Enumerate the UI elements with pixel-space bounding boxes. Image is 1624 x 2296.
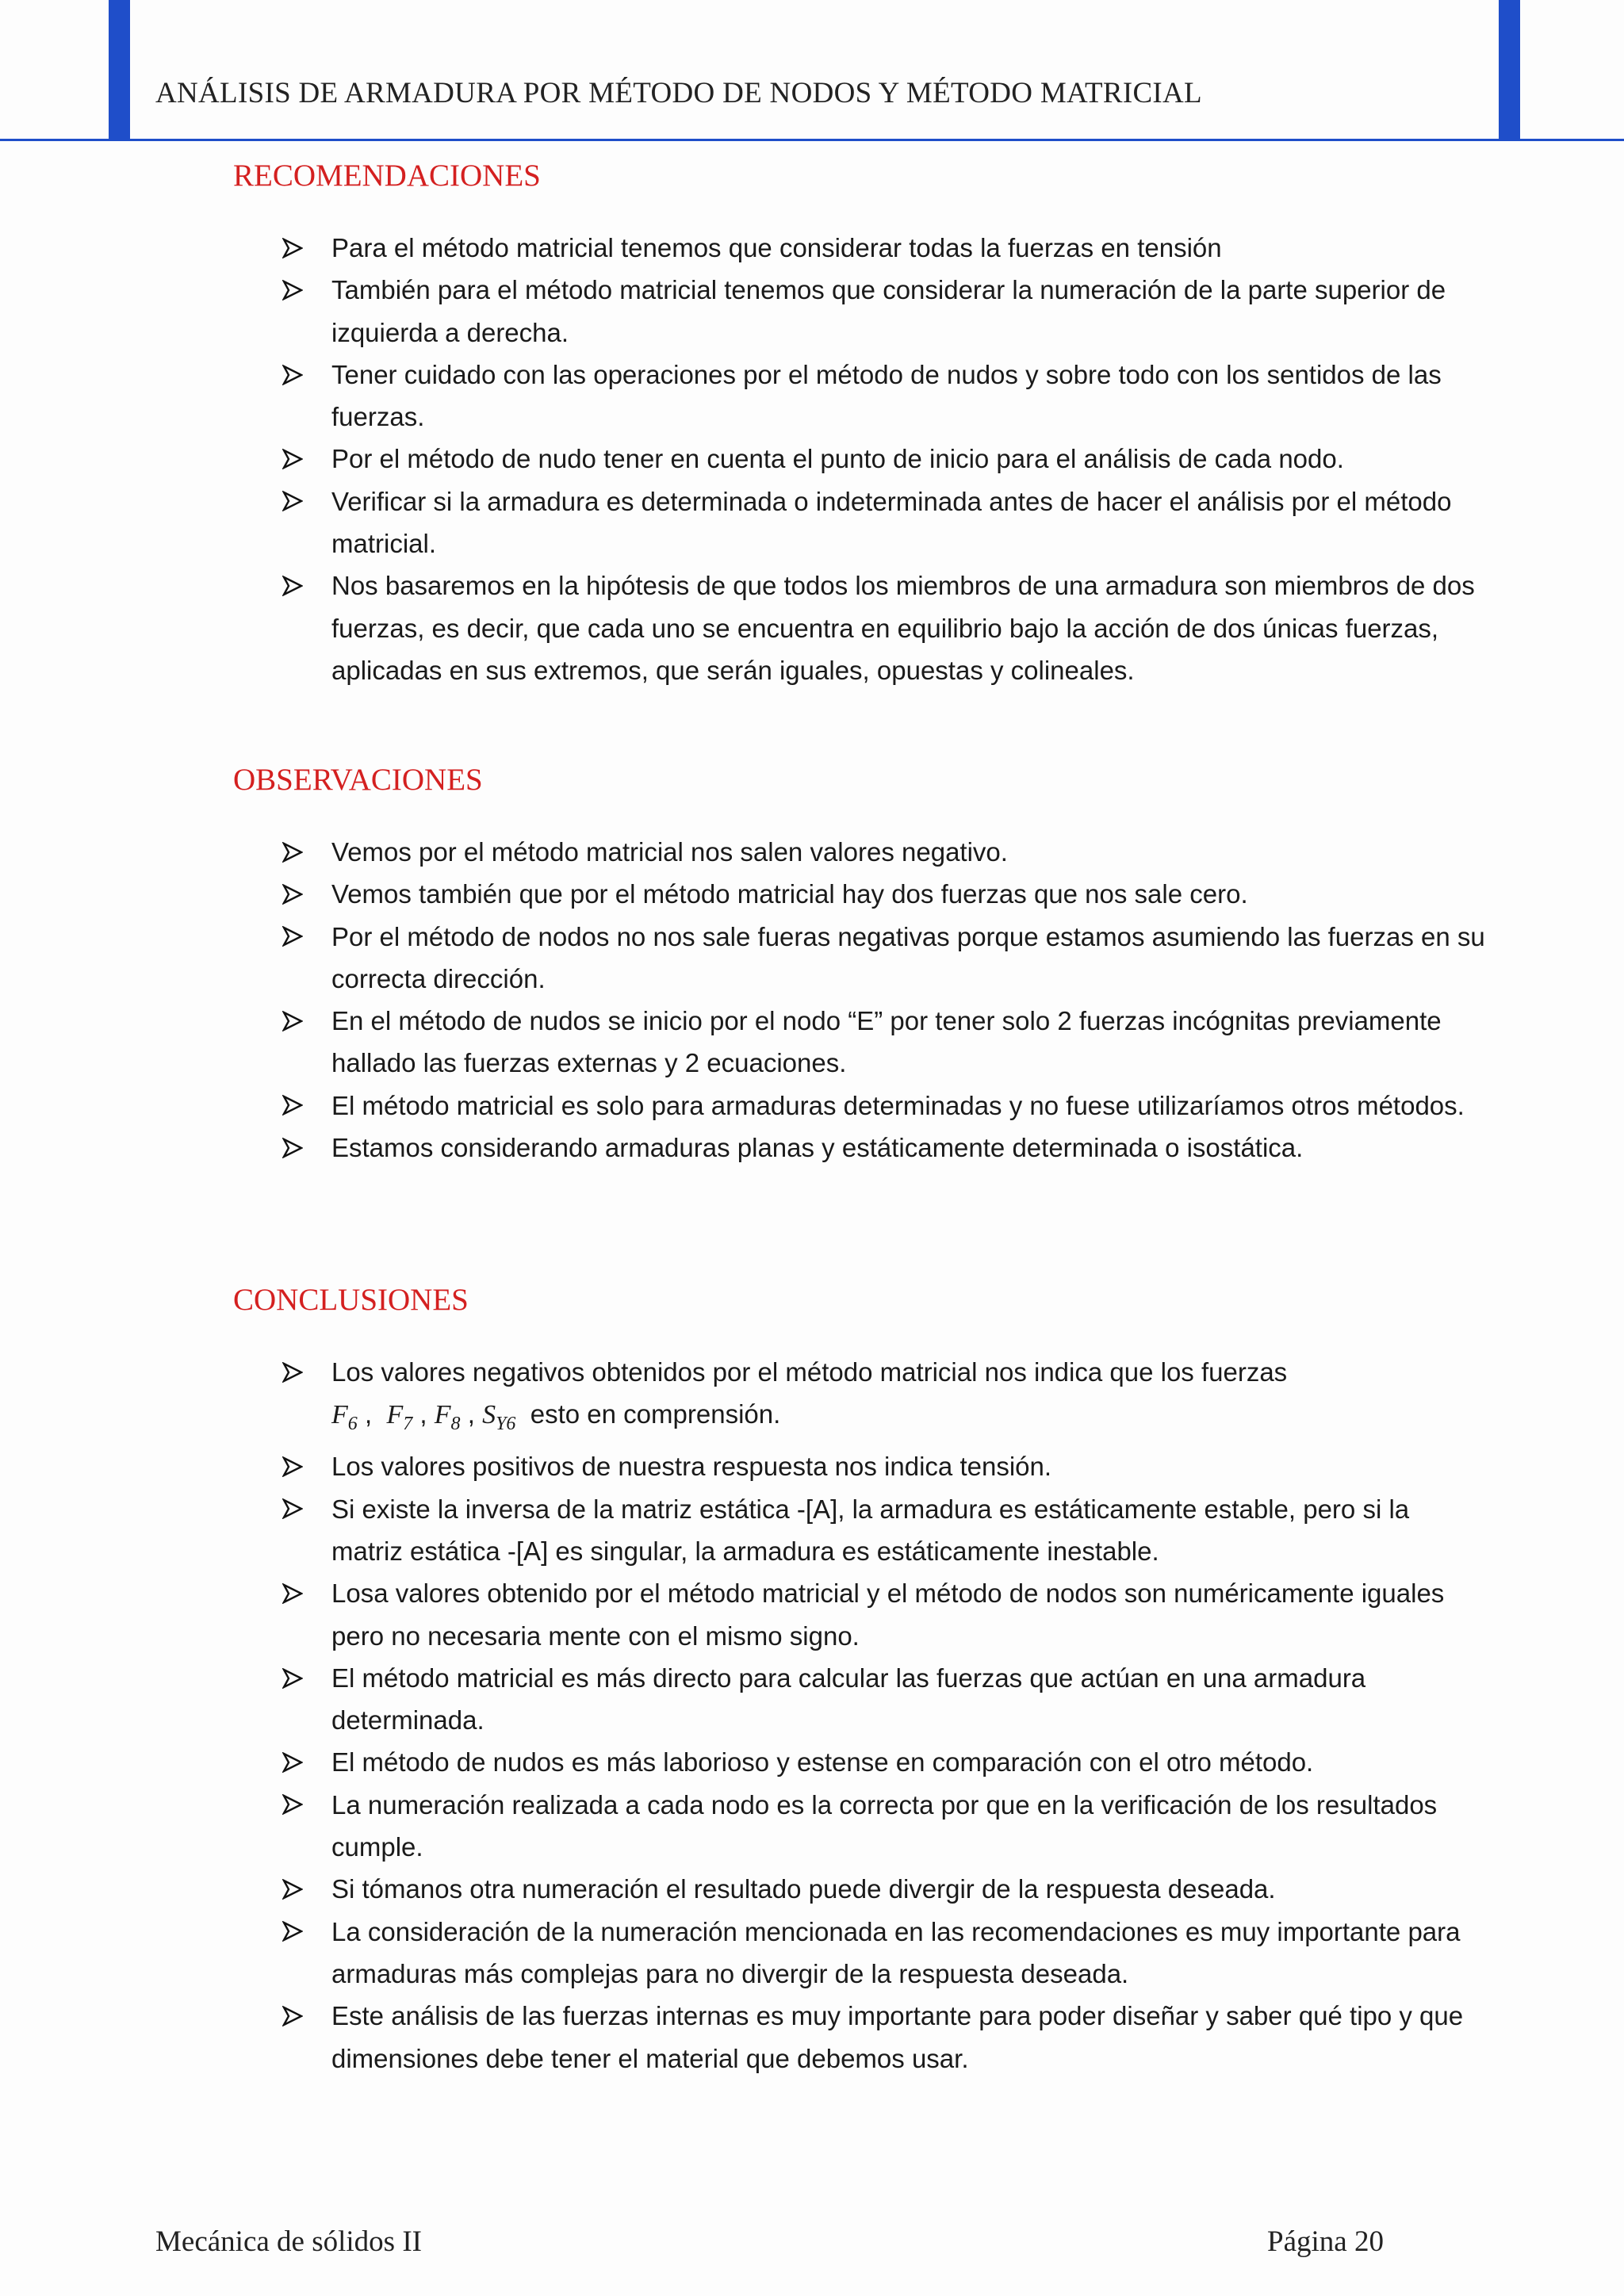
list-item [233, 1657, 1486, 1742]
section-title-observaciones: OBSERVACIONES [233, 763, 483, 797]
arrowhead-bullet-icon [282, 1868, 304, 1910]
conclusion-first-tail: esto en comprensión. [515, 1399, 781, 1429]
arrowhead-bullet-icon [282, 480, 304, 522]
force-f6: $F_6$ [331, 1400, 358, 1435]
header-left-accent-bar [109, 0, 130, 139]
arrowhead-bullet-icon [282, 831, 304, 873]
list-item [233, 831, 1486, 873]
section-observaciones [233, 761, 1486, 1169]
conclusiones-list-rest [233, 1445, 1486, 2079]
list-item [233, 1085, 1486, 1127]
conclusion-first-text: Los valores negativos obtenidos por el método matricial nos indica que los fuerzas [331, 1357, 1288, 1387]
arrowhead-bullet-icon [282, 1351, 304, 1393]
list-item-text: Los valores positivos de nuestra respuesta nos indica tensión. [331, 1452, 1052, 1482]
list-item-text: La consideración de la numeración mencionada en las recomendaciones es muy importante para armaduras más complejas para no divergir de la respuesta deseada. [331, 1916, 1461, 1988]
list-item [233, 354, 1486, 438]
list-item-text: Losa valores obtenido por el método matricial y el método de nodos son numéricamente iguales pero no necesaria mente con el mismo signo. [331, 1578, 1445, 1651]
arrowhead-bullet-icon [282, 1784, 304, 1826]
list-item-text: Este análisis de las fuerzas internas es muy importante para poder diseñar y saber qué tipo y que dimensiones debe tener el material que debemos usar. [331, 2001, 1464, 2073]
list-item-text: Por el método de nodos no nos sale fueras negativas porque estamos asumiendo las fuerzas en su correcta dirección. [331, 921, 1485, 993]
footer-page-number: Página 20 [1267, 2225, 1384, 2258]
arrowhead-bullet-icon [282, 227, 304, 269]
force-f8: $F_8$ [434, 1400, 461, 1435]
list-item-text: También para el método matricial tenemos que considerar la numeración de la parte superior de izquierda a derecha. [331, 275, 1446, 347]
separator: , [460, 1399, 483, 1429]
observaciones-list [233, 831, 1486, 1169]
arrowhead-bullet-icon [282, 269, 304, 311]
footer-course-name: Mecánica de sólidos II [155, 2225, 422, 2258]
list-item [233, 873, 1486, 915]
arrowhead-bullet-icon [282, 1657, 304, 1699]
list-item [233, 480, 1486, 565]
conclusiones-list [233, 1351, 1486, 1445]
list-item [233, 1127, 1486, 1169]
arrowhead-bullet-icon [282, 564, 304, 607]
arrowhead-bullet-icon [282, 1572, 304, 1614]
force-sy6: $S_{Y6}$ [482, 1400, 516, 1435]
recomendaciones-list [233, 227, 1486, 691]
list-item [233, 438, 1486, 480]
list-item [233, 1784, 1486, 1869]
section-conclusiones [233, 1281, 1486, 2080]
arrowhead-bullet-icon [282, 354, 304, 396]
page-header-title: ANÁLISIS DE ARMADURA POR MÉTODO DE NODOS Y MÉTODO MATRICIAL [155, 77, 1202, 109]
list-item-text: Verificar si la armadura es determinada o indeterminada antes de hacer el análisis por el método matricial. [331, 486, 1452, 559]
list-item-text: El método matricial es más directo para calcular las fuerzas que actúan en una armadura determinada. [331, 1663, 1366, 1735]
section-recomendaciones [233, 157, 1486, 691]
arrowhead-bullet-icon [282, 1741, 304, 1783]
arrowhead-bullet-icon [282, 873, 304, 915]
list-item [233, 1351, 1486, 1445]
list-item-text: Nos basaremos en la hipótesis de que todos los miembros de una armadura son miembros de dos fuerzas, es decir, que cada uno se encuentra en equilibrio bajo la acción de dos únicas fuerzas, aplicadas en sus extremos, que serán iguales, opuestas y colineales. [331, 571, 1475, 685]
arrowhead-bullet-icon [282, 916, 304, 958]
list-item [233, 1995, 1486, 2080]
header-right-accent-bar [1499, 0, 1520, 139]
arrowhead-bullet-icon [282, 1995, 304, 2037]
list-item-text: El método matricial es solo para armaduras determinadas y no fuese utilizaríamos otros métodos. [331, 1090, 1465, 1120]
list-item-text: Por el método de nudo tener en cuenta el punto de inicio para el análisis de cada nodo. [331, 444, 1344, 474]
list-item-text: La numeración realizada a cada nodo es la correcta por que en la verificación de los resultados cumple. [331, 1789, 1438, 1862]
list-item [233, 1000, 1486, 1085]
list-item [233, 916, 1486, 1001]
list-item [233, 1868, 1486, 1910]
arrowhead-bullet-icon [282, 1445, 304, 1487]
section-title-recomendaciones: RECOMENDACIONES [233, 159, 541, 193]
list-item [233, 1741, 1486, 1783]
list-item-text: Si tómanos otra numeración el resultado puede divergir de la respuesta deseada. [331, 1874, 1276, 1904]
separator: , [357, 1399, 387, 1429]
arrowhead-bullet-icon [282, 1127, 304, 1169]
arrowhead-bullet-icon [282, 1085, 304, 1127]
list-item [233, 564, 1486, 691]
arrowhead-bullet-icon [282, 1911, 304, 1953]
list-item [233, 227, 1486, 269]
arrowhead-bullet-icon [282, 438, 304, 480]
arrowhead-bullet-icon [282, 1488, 304, 1530]
list-item-text: En el método de nudos se inicio por el nodo “E” por tener solo 2 fuerzas incógnitas previamente hallado las fuerzas externas y 2 ecuaciones. [331, 1006, 1442, 1078]
list-item-text: Vemos también que por el método matricial hay dos fuerzas que nos sale cero. [331, 879, 1248, 909]
arrowhead-bullet-icon [282, 1000, 304, 1042]
list-item-text: Vemos por el método matricial nos salen valores negativo. [331, 837, 1008, 867]
list-item [233, 1445, 1486, 1487]
list-item-text: Tener cuidado con las operaciones por el método de nudos y sobre todo con los sentidos de las fuerzas. [331, 359, 1442, 432]
list-item [233, 1488, 1486, 1573]
separator: , [412, 1399, 435, 1429]
section-title-conclusiones: CONCLUSIONES [233, 1283, 469, 1317]
force-f7: $F_7$ [386, 1400, 413, 1435]
list-item [233, 1911, 1486, 1996]
header-divider [0, 139, 1624, 141]
list-item-text: Estamos considerando armaduras planas y estáticamente determinada o isostática. [331, 1133, 1304, 1163]
list-item-text: Para el método matricial tenemos que considerar todas la fuerzas en tensión [331, 233, 1222, 262]
list-item-text: El método de nudos es más laborioso y estense en comparación con el otro método. [331, 1747, 1314, 1777]
list-item [233, 1572, 1486, 1657]
list-item [233, 269, 1486, 354]
list-item-text: Si existe la inversa de la matriz estática -[A], la armadura es estáticamente estable, pero si la matriz estática -[A] es singular, la armadura es estáticamente inestable. [331, 1494, 1410, 1566]
